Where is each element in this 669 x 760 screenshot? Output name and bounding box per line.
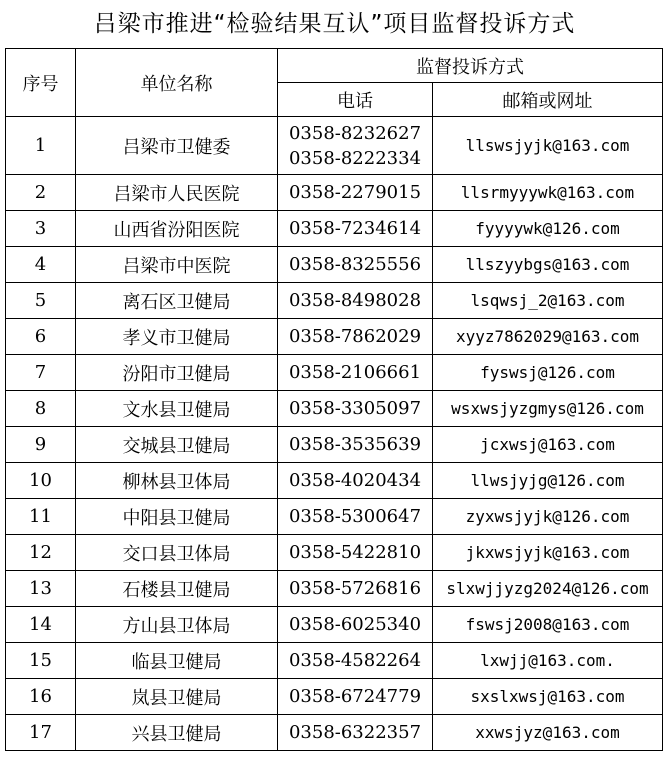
header-contact-method: 监督投诉方式 (278, 49, 663, 83)
phone-number: 0358-6322357 (288, 722, 422, 743)
phone-number: 0358-3305097 (288, 398, 422, 419)
row-unit-name: 临县卫健局 (76, 643, 278, 679)
table-body (6, 117, 663, 751)
row-index: 8 (6, 391, 76, 427)
phone-number: 0358-5726816 (288, 578, 422, 599)
row-email: fswsj2008@163.com (433, 607, 663, 643)
table-row (6, 117, 663, 175)
row-unit-name: 吕梁市中医院 (76, 247, 278, 283)
header-index: 序号 (6, 49, 76, 117)
row-phone-cell (278, 427, 433, 463)
row-index: 16 (6, 679, 76, 715)
phone-number: 0358-4020434 (288, 470, 422, 491)
row-index: 7 (6, 355, 76, 391)
row-unit-name: 兴县卫健局 (76, 715, 278, 751)
row-email: llszyybgs@163.com (433, 247, 663, 283)
phone-number: 0358-4582264 (288, 650, 422, 671)
row-unit-name: 岚县卫健局 (76, 679, 278, 715)
row-phone-cell (278, 535, 433, 571)
row-unit-name: 离石区卫健局 (76, 283, 278, 319)
table-row (6, 607, 663, 643)
table-row (6, 427, 663, 463)
row-email: lxwjj@163.com. (433, 643, 663, 679)
table-row (6, 643, 663, 679)
phone-number: 0358-2279015 (288, 182, 422, 203)
row-email: lsqwsj_2@163.com (433, 283, 663, 319)
row-phone-cell (278, 283, 433, 319)
phone-number: 0358-8498028 (288, 290, 422, 311)
row-phone-cell (278, 211, 433, 247)
row-email: wsxwsjyzgmys@126.com (433, 391, 663, 427)
table-row (6, 355, 663, 391)
row-unit-name: 孝义市卫健局 (76, 319, 278, 355)
row-email: slxwjjyzg2024@126.com (433, 571, 663, 607)
header-phone: 电话 (278, 83, 433, 117)
phone-number: 0358-8325556 (288, 254, 422, 275)
page-title: 吕梁市推进“检验结果互认”项目监督投诉方式 (93, 11, 576, 37)
row-unit-name: 吕梁市卫健委 (76, 117, 278, 175)
row-index: 14 (6, 607, 76, 643)
phone-number: 0358-5300647 (288, 506, 422, 527)
row-phone-cell (278, 117, 433, 175)
phone-number: 0358-2106661 (288, 362, 422, 383)
row-phone-cell (278, 391, 433, 427)
row-unit-name: 山西省汾阳医院 (76, 211, 278, 247)
row-email: xxwsjyz@163.com (433, 715, 663, 751)
phone-number: 0358-6724779 (288, 686, 422, 707)
row-index: 5 (6, 283, 76, 319)
row-email: xyyz7862029@163.com (433, 319, 663, 355)
row-index: 1 (6, 117, 76, 175)
row-index: 12 (6, 535, 76, 571)
row-index: 4 (6, 247, 76, 283)
phone-number: 0358-8232627 (288, 122, 422, 144)
phone-number: 0358-7234614 (288, 218, 422, 239)
row-email: jkxwsjyjk@163.com (433, 535, 663, 571)
row-email: fyyyywk@126.com (433, 211, 663, 247)
row-unit-name: 汾阳市卫健局 (76, 355, 278, 391)
row-index: 9 (6, 427, 76, 463)
header-email: 邮箱或网址 (433, 83, 663, 117)
table-row (6, 499, 663, 535)
row-index: 6 (6, 319, 76, 355)
table-row (6, 391, 663, 427)
row-email: zyxwsjyjk@126.com (433, 499, 663, 535)
row-index: 13 (6, 571, 76, 607)
table-row (6, 175, 663, 211)
row-email: llswsjyjk@163.com (433, 117, 663, 175)
row-email: llwsjyjg@126.com (433, 463, 663, 499)
row-phone-cell (278, 175, 433, 211)
row-phone-cell (278, 679, 433, 715)
row-phone-cell (278, 715, 433, 751)
table-row (6, 211, 663, 247)
row-index: 3 (6, 211, 76, 247)
phone-number: 0358-7862029 (288, 326, 422, 347)
header-unit-name: 单位名称 (76, 49, 278, 117)
row-index: 11 (6, 499, 76, 535)
row-unit-name: 吕梁市人民医院 (76, 175, 278, 211)
table-row (6, 535, 663, 571)
row-unit-name: 石楼县卫健局 (76, 571, 278, 607)
row-phone-cell (278, 247, 433, 283)
row-email: sxslxwsj@163.com (433, 679, 663, 715)
table-row (6, 571, 663, 607)
phone-number: 0358-5422810 (288, 542, 422, 563)
row-unit-name: 交口县卫体局 (76, 535, 278, 571)
phone-number: 0358-3535639 (288, 434, 422, 455)
row-unit-name: 柳林县卫体局 (76, 463, 278, 499)
table-row (6, 679, 663, 715)
row-phone-cell (278, 499, 433, 535)
row-phone-cell (278, 355, 433, 391)
row-unit-name: 交城县卫健局 (76, 427, 278, 463)
row-phone-cell (278, 463, 433, 499)
row-index: 15 (6, 643, 76, 679)
row-phone-cell (278, 607, 433, 643)
row-index: 10 (6, 463, 76, 499)
row-email: jcxwsj@163.com (433, 427, 663, 463)
row-unit-name: 文水县卫健局 (76, 391, 278, 427)
phone-number: 0358-8222334 (288, 147, 422, 169)
row-email: fyswsj@126.com (433, 355, 663, 391)
row-index: 17 (6, 715, 76, 751)
table-row (6, 283, 663, 319)
phone-number: 0358-6025340 (288, 614, 422, 635)
row-email: llsrmyyywk@163.com (433, 175, 663, 211)
row-phone-cell (278, 319, 433, 355)
table-row (6, 247, 663, 283)
table-row (6, 715, 663, 751)
row-phone-cell (278, 643, 433, 679)
row-unit-name: 方山县卫体局 (76, 607, 278, 643)
row-unit-name: 中阳县卫健局 (76, 499, 278, 535)
row-phone-cell (278, 571, 433, 607)
table-row (6, 463, 663, 499)
table-row (6, 319, 663, 355)
complaint-contact-table (5, 48, 663, 751)
row-index: 2 (6, 175, 76, 211)
